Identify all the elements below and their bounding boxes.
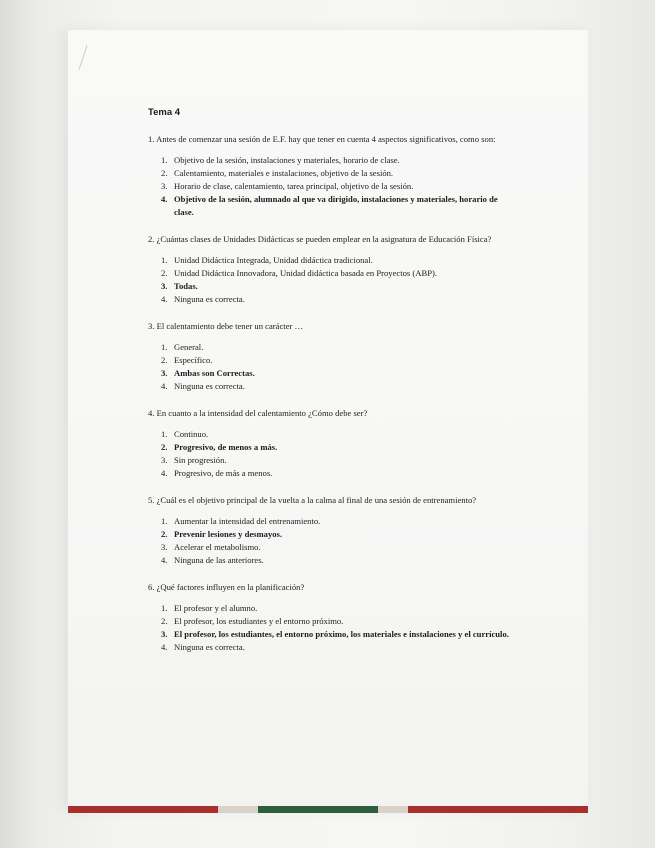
option-text: El profesor, los estudiantes, el entorno próximo, los materiales e instalaciones y el currículo.: [174, 629, 509, 639]
answer-option: [161, 602, 518, 615]
option-text: Ninguna es correcta.: [174, 642, 245, 652]
answer-options: [161, 341, 518, 393]
option-text: Unidad Didáctica Innovadora, Unidad didáctica basada en Proyectos (ABP).: [174, 268, 437, 278]
option-text: Sin progresión.: [174, 455, 227, 465]
question-block: [148, 133, 518, 219]
answer-option-correct: [161, 367, 518, 380]
answer-option: [161, 615, 518, 628]
answer-option: [161, 180, 518, 193]
answer-option-correct: [161, 193, 518, 219]
answer-option: [161, 293, 518, 306]
option-text: Horario de clase, calentamiento, tarea principal, objetivo de la sesión.: [174, 181, 414, 191]
option-number: 2.: [161, 355, 168, 365]
option-text: Objetivo de la sesión, instalaciones y materiales, horario de clase.: [174, 155, 400, 165]
strip-light-segment: [378, 806, 408, 813]
question-text: 6. ¿Qué factores influyen en la planificación?: [148, 582, 305, 592]
question-list: [148, 133, 518, 654]
answer-option: [161, 341, 518, 354]
question-text: 2. ¿Cuántas clases de Unidades Didácticas se pueden emplear en la asignatura de Educación Física?: [148, 234, 492, 244]
option-number: 2.: [161, 529, 168, 539]
question-block: [148, 233, 518, 306]
answer-option-correct: [161, 628, 518, 641]
option-number: 1.: [161, 255, 168, 265]
option-text: Ninguna es correcta.: [174, 381, 245, 391]
option-text: Ninguna es correcta.: [174, 294, 245, 304]
answer-option: [161, 641, 518, 654]
answer-option: [161, 467, 518, 480]
option-number: 2.: [161, 268, 168, 278]
option-number: 2.: [161, 168, 168, 178]
option-number: 3.: [161, 542, 168, 552]
answer-option-correct: [161, 528, 518, 541]
document-title: Tema 4: [148, 107, 181, 118]
answer-option: [161, 267, 518, 280]
question-text: 5. ¿Cuál es el objetivo principal de la vuelta a la calma al final de una sesión de entrenamiento?: [148, 495, 477, 505]
strip-red-segment: [408, 806, 588, 813]
option-number: 1.: [161, 603, 168, 613]
answer-options: [161, 254, 518, 306]
option-text: Específico.: [174, 355, 213, 365]
strip-green-segment: [258, 806, 378, 813]
answer-option: [161, 428, 518, 441]
answer-option: [161, 167, 518, 180]
answer-option: [161, 154, 518, 167]
option-text: Continuo.: [174, 429, 209, 439]
option-number: 1.: [161, 429, 168, 439]
option-text: Todas.: [174, 281, 198, 291]
option-text: Progresivo, de más a menos.: [174, 468, 273, 478]
option-number: 4.: [161, 642, 168, 652]
option-number: 4.: [161, 294, 168, 304]
bottom-cover-strip: [68, 806, 588, 813]
question-block: [148, 494, 518, 567]
option-number: 1.: [161, 342, 168, 352]
option-text: Aumentar la intensidad del entrenamiento.: [174, 516, 321, 526]
option-text: Acelerar el metabolismo.: [174, 542, 261, 552]
option-number: 3.: [161, 455, 168, 465]
option-number: 2.: [161, 442, 168, 452]
option-number: 1.: [161, 155, 168, 165]
answer-options: [161, 602, 518, 654]
answer-option: [161, 354, 518, 367]
option-text: Calentamiento, materiales e instalaciones, objetivo de la sesión.: [174, 168, 394, 178]
answer-options: [161, 428, 518, 480]
answer-option-correct: [161, 280, 518, 293]
question-block: [148, 581, 518, 654]
option-text: El profesor, los estudiantes y el entorno próximo.: [174, 616, 344, 626]
answer-option: [161, 454, 518, 467]
answer-options: [161, 515, 518, 567]
option-number: 2.: [161, 616, 168, 626]
exam-document: [148, 106, 518, 668]
answer-option-correct: [161, 441, 518, 454]
option-number: 4.: [161, 555, 168, 565]
question-text: 3. El calentamiento debe tener un carácter …: [148, 321, 304, 331]
answer-options: [161, 154, 518, 219]
option-number: 4.: [161, 194, 168, 204]
strip-red-segment: [68, 806, 218, 813]
answer-option: [161, 380, 518, 393]
option-text: Objetivo de la sesión, alumnado al que va dirigido, instalaciones y materiales, horario de clase.: [174, 194, 498, 217]
question-text: 4. En cuanto a la intensidad del calentamiento ¿Cómo debe ser?: [148, 408, 368, 418]
option-number: 1.: [161, 516, 168, 526]
answer-option: [161, 515, 518, 528]
option-number: 3.: [161, 281, 168, 291]
option-text: General.: [174, 342, 204, 352]
option-number: 3.: [161, 181, 168, 191]
question-block: [148, 320, 518, 393]
answer-option: [161, 541, 518, 554]
answer-option: [161, 554, 518, 567]
option-text: Ninguna de las anteriores.: [174, 555, 264, 565]
option-text: Ambas son Correctas.: [174, 368, 255, 378]
answer-option: [161, 254, 518, 267]
question-block: [148, 407, 518, 480]
question-text: 1. Antes de comenzar una sesión de E.F. hay que tener en cuenta 4 aspectos significativos, como son:: [148, 134, 496, 144]
option-text: Unidad Didáctica Integrada, Unidad didáctica tradicional.: [174, 255, 373, 265]
option-number: 3.: [161, 368, 168, 378]
option-number: 4.: [161, 468, 168, 478]
option-number: 3.: [161, 629, 168, 639]
option-text: Progresivo, de menos a más.: [174, 442, 278, 452]
option-text: Prevenir lesiones y desmayos.: [174, 529, 283, 539]
option-text: El profesor y el alumno.: [174, 603, 258, 613]
option-number: 4.: [161, 381, 168, 391]
strip-light-segment: [218, 806, 258, 813]
